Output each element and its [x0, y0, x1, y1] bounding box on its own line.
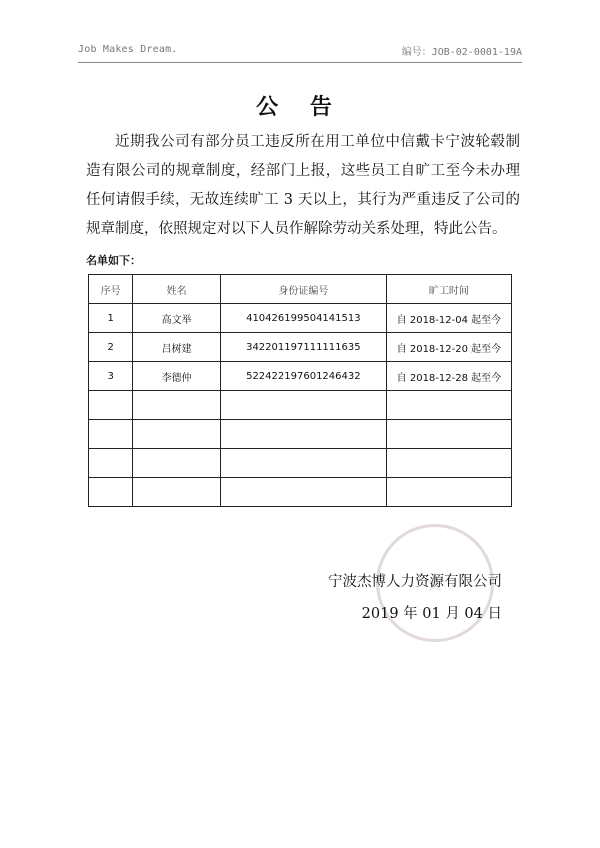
cell-empty: [133, 478, 221, 507]
cell-empty: [386, 449, 511, 478]
header-divider: [78, 62, 522, 63]
notice-date: 2019 年 01 月 04 日: [361, 606, 502, 622]
cell-id-number: 342201197111111635: [220, 333, 386, 362]
notice-body: 近期我公司有部分员工违反所在用工单位中信戴卡宁波轮毂制造有限公司的规章制度，经部门上报，这些员工自旷工至今未办理任何请假手续，无故连续旷工 3 天以上，其行为严重违反了公司的规章制度，依照规定对以下人员作解除劳动关系处理，特此公告。: [86, 134, 520, 237]
cell-empty: [386, 478, 511, 507]
header-absence-time: 旷工时间: [386, 275, 511, 304]
cell-empty: [386, 391, 511, 420]
cell-index: 2: [89, 333, 133, 362]
cell-empty: [220, 420, 386, 449]
cell-empty: [220, 449, 386, 478]
employee-table: [88, 274, 512, 507]
list-label: 名单如下：: [86, 254, 141, 267]
cell-index: 3: [89, 362, 133, 391]
cell-empty: [89, 420, 133, 449]
document-number: 编号：JOB-02-0001-19A: [401, 47, 522, 58]
cell-name: 李德仲: [133, 362, 221, 391]
table-row: [89, 304, 512, 333]
cell-empty: [220, 478, 386, 507]
cell-empty: [133, 449, 221, 478]
company-name: 宁波杰博人力资源有限公司: [328, 574, 502, 590]
cell-empty: [89, 478, 133, 507]
table-header-row: [89, 275, 512, 304]
cell-absence-time: 自 2018-12-28 起至今: [386, 362, 511, 391]
header-name: 姓名: [133, 275, 221, 304]
header-index: 序号: [89, 275, 133, 304]
cell-id-number: 522422197601246432: [220, 362, 386, 391]
cell-index: 1: [89, 304, 133, 333]
cell-empty: [386, 420, 511, 449]
header-slogan: Job Makes Dream.: [78, 44, 178, 55]
header-id-number: 身份证编号: [220, 275, 386, 304]
notice-title: 公 告: [256, 95, 344, 120]
cell-empty: [89, 449, 133, 478]
cell-empty: [133, 391, 221, 420]
table-row-empty: [89, 420, 512, 449]
cell-empty: [133, 420, 221, 449]
cell-name: 吕树建: [133, 333, 221, 362]
cell-empty: [220, 391, 386, 420]
cell-name: 高文举: [133, 304, 221, 333]
cell-id-number: 410426199504141513: [220, 304, 386, 333]
table-row-empty: [89, 478, 512, 507]
table-row-empty: [89, 449, 512, 478]
cell-empty: [89, 391, 133, 420]
table-row-empty: [89, 391, 512, 420]
table-row: [89, 362, 512, 391]
cell-absence-time: 自 2018-12-20 起至今: [386, 333, 511, 362]
cell-absence-time: 自 2018-12-04 起至今: [386, 304, 511, 333]
table-row: [89, 333, 512, 362]
